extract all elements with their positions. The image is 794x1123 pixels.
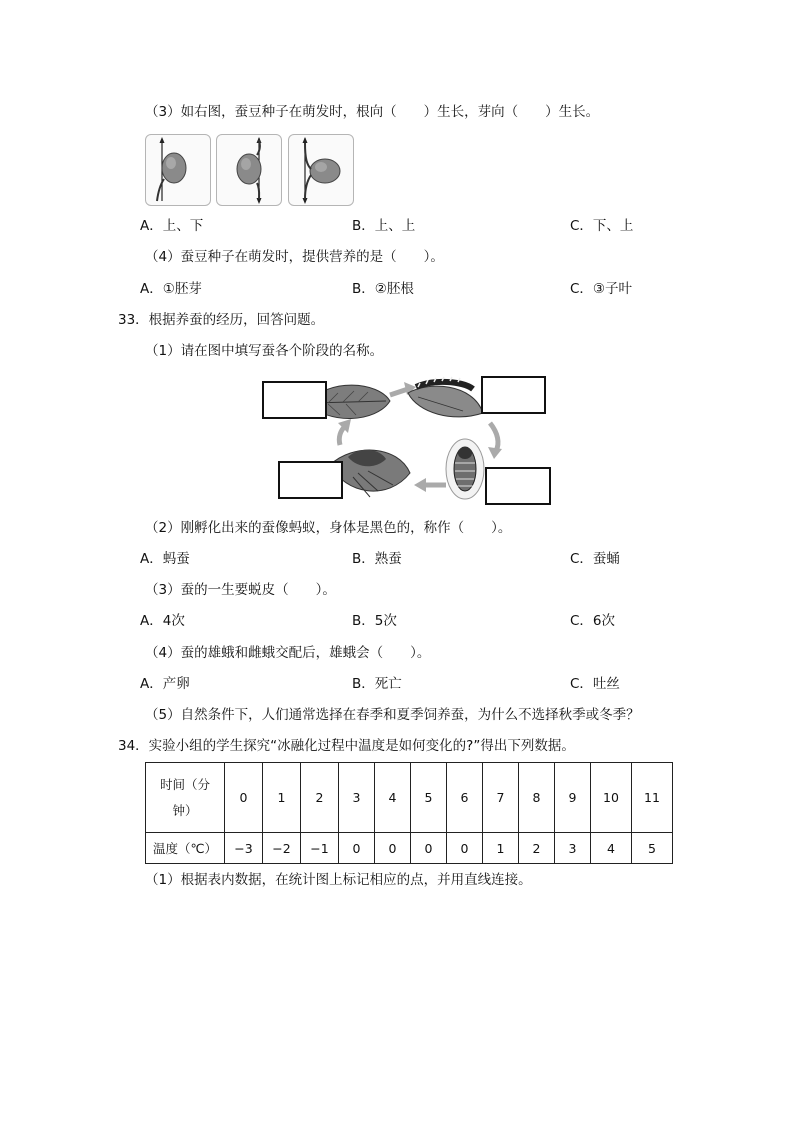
time-cell: 4 [375,763,411,833]
q32-sub3-option-b[interactable]: B．上、上 [352,218,416,234]
table-row-temperature [146,833,673,864]
time-cell: 3 [339,763,375,833]
q33-sub3-option-b[interactable]: B．5次 [352,613,397,629]
time-label-line2: 钟） [172,802,198,818]
temp-cell: −1 [301,833,339,864]
q33-sub1-stem: （1）请在图中填写蚕各个阶段的名称。 [145,343,384,359]
q33-sub4-option-a[interactable]: A．产卵 [140,676,190,692]
time-cell: 8 [519,763,555,833]
temp-cell: −3 [225,833,263,864]
temp-cell: 0 [411,833,447,864]
temp-cell: 0 [375,833,411,864]
time-cell: 10 [591,763,632,833]
time-cell: 9 [555,763,591,833]
temp-cell: 5 [632,833,673,864]
q32-sub3-option-a[interactable]: A．上、下 [140,218,204,234]
seed-image-2 [216,134,282,206]
time-cell: 5 [411,763,447,833]
q34-sub1-stem: （1）根据表内数据，在统计图上标记相应的点，并用直线连接。 [145,872,532,888]
seed-image-1 [145,134,211,206]
ice-melting-data-table [145,762,673,864]
row-label-time [146,763,225,833]
time-cell: 0 [225,763,263,833]
stage-label-box-egg[interactable] [262,381,327,419]
time-cell: 1 [263,763,301,833]
stage-label-box-larva[interactable] [481,376,546,414]
time-cell: 7 [483,763,519,833]
q32-sub4-stem: （4）蚕豆种子在萌发时，提供营养的是（ ）。 [145,249,444,265]
q32-sub3-option-c[interactable]: C．下、上 [570,218,634,234]
time-cell: 6 [447,763,483,833]
q33-sub4-option-b[interactable]: B．死亡 [352,676,402,692]
temp-cell: 1 [483,833,519,864]
q33-sub3-option-a[interactable]: A．4次 [140,613,185,629]
q33-sub4-option-c[interactable]: C．吐丝 [570,676,620,692]
q33-sub2-option-c[interactable]: C．蚕蛹 [570,551,620,567]
seed-image-3 [288,134,354,206]
q33-sub5-stem: （5）自然条件下，人们通常选择在春季和夏季饲养蚕，为什么不选择秋季或冬季？ [145,707,640,723]
q33-sub2-option-b[interactable]: B．熟蚕 [352,551,402,567]
q32-sub4-option-b[interactable]: B．②胚根 [352,281,414,297]
q33-stem: 33．根据养蚕的经历，回答问题。 [118,312,325,328]
stage-label-box-moth[interactable] [278,461,343,499]
temp-cell: 4 [591,833,632,864]
q34-stem: 34．实验小组的学生探究“冰融化过程中温度是如何变化的?”得出下列数据。 [118,738,575,754]
q32-sub4-option-a[interactable]: A．①胚芽 [140,281,202,297]
q32-sub4-option-c[interactable]: C．③子叶 [570,281,633,297]
q33-sub3-stem: （3）蚕的一生要蜕皮（ ）。 [145,582,336,598]
temp-cell: −2 [263,833,301,864]
q33-sub2-stem: （2）刚孵化出来的蚕像蚂蚁，身体是黑色的，称作（ ）。 [145,520,512,536]
q32-sub3-stem: （3）如右图，蚕豆种子在萌发时，根向（ ）生长，芽向（ ）生长。 [145,104,600,120]
q33-sub3-option-c[interactable]: C．6次 [570,613,616,629]
time-label-line1: 时间（分 [159,776,210,792]
temp-cell: 3 [555,833,591,864]
temp-cell: 0 [447,833,483,864]
stage-label-box-pupa[interactable] [485,467,551,505]
row-label-temperature: 温度（℃） [146,833,225,864]
time-cell: 2 [301,763,339,833]
table-row-time [146,763,673,833]
time-cell: 11 [632,763,673,833]
temp-cell: 2 [519,833,555,864]
q33-sub4-stem: （4）蚕的雄蛾和雌蛾交配后，雄蛾会（ ）。 [145,645,431,661]
temp-cell: 0 [339,833,375,864]
q33-sub2-option-a[interactable]: A．蚂蚕 [140,551,190,567]
